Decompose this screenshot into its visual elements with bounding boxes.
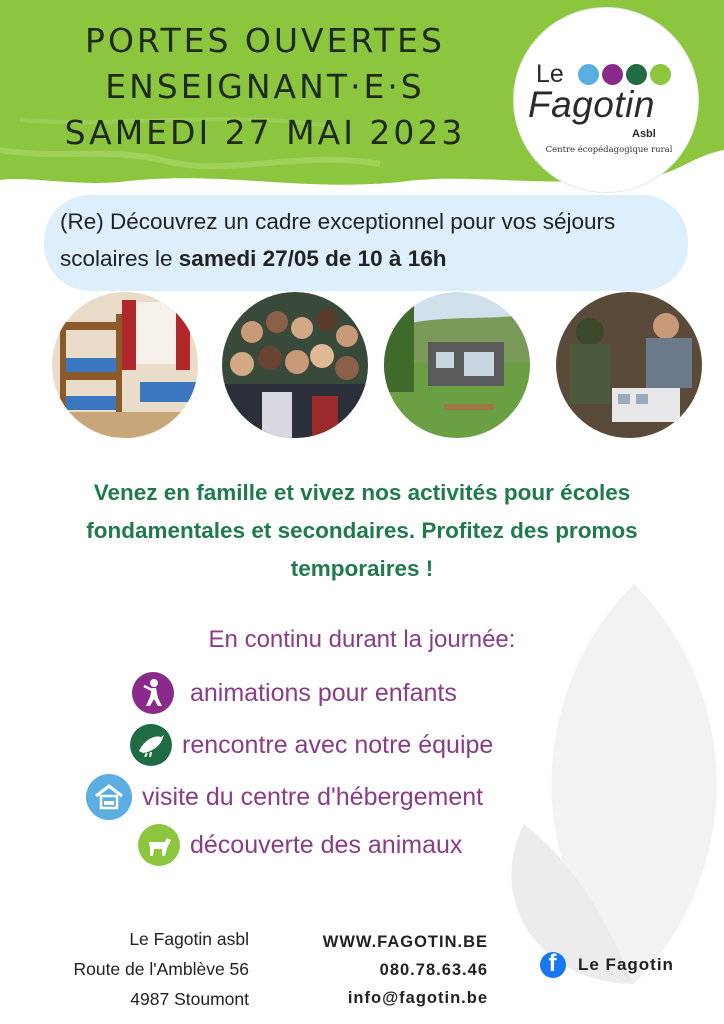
continuous-title: En continu durant la journée: bbox=[208, 626, 516, 653]
facebook-icon: f bbox=[540, 952, 566, 978]
activity-animations bbox=[132, 672, 457, 714]
activity-animaux bbox=[138, 824, 462, 866]
logo-subtitle: Centre écopédagogique rural bbox=[545, 145, 673, 155]
address-line-1: Le Fagotin asbl bbox=[129, 929, 249, 949]
logo-asbl: Asbl bbox=[632, 128, 656, 140]
bunk-bed-room-photo bbox=[52, 292, 198, 438]
activity-label: visite du centre d'hébergement bbox=[142, 782, 484, 811]
nature-activity-photo bbox=[556, 292, 702, 438]
activity-label: rencontre avec notre équipe bbox=[182, 730, 494, 759]
house-icon bbox=[86, 774, 132, 820]
address-block bbox=[73, 924, 249, 1014]
logo-name: Fagotin bbox=[528, 84, 655, 125]
title-line-2: ENSEIGNANT·E·S bbox=[105, 67, 425, 106]
address-line-3: 4987 Stoumont bbox=[130, 989, 249, 1009]
goat-icon bbox=[138, 824, 180, 866]
contact-block bbox=[270, 928, 488, 1012]
title-line-3: SAMEDI 27 MAI 2023 bbox=[64, 113, 466, 152]
bird-icon bbox=[626, 64, 647, 85]
facebook-link[interactable] bbox=[540, 952, 674, 978]
promo-text: Venez en famille et vivez nos activités pour écoles fondamentales et secondaires. Profitez des promos temporaires ! bbox=[86, 480, 638, 581]
fagotin-logo bbox=[514, 8, 698, 192]
group-of-students-photo bbox=[222, 292, 368, 438]
activity-visite bbox=[86, 774, 483, 820]
goat-icon bbox=[650, 64, 671, 85]
logo-icons bbox=[578, 64, 671, 85]
website-link[interactable]: WWW.FAGOTIN.BE bbox=[322, 933, 488, 951]
activity-equipe bbox=[130, 724, 493, 766]
facebook-label: Le Fagotin bbox=[578, 955, 674, 974]
email-link[interactable]: info@fagotin.be bbox=[347, 989, 488, 1007]
building-landscape-photo bbox=[384, 292, 530, 438]
activity-label: animations pour enfants bbox=[190, 678, 457, 707]
bird-icon bbox=[130, 724, 172, 766]
header bbox=[0, 0, 724, 190]
logo-le: Le bbox=[536, 60, 564, 88]
address-line-2: Route de l'Amblève 56 bbox=[73, 959, 249, 979]
intro-banner bbox=[44, 195, 688, 291]
child-icon bbox=[602, 64, 623, 85]
phone-number[interactable]: 080.78.63.46 bbox=[379, 961, 488, 979]
title-line-1: PORTES OUVERTES bbox=[85, 21, 445, 60]
child-icon bbox=[132, 672, 174, 714]
intro-text bbox=[60, 203, 680, 277]
house-icon bbox=[578, 64, 599, 85]
intro-text-regular: (Re) Découvrez un cadre exceptionnel pour vos séjours scolaires le bbox=[60, 209, 616, 271]
event-title bbox=[30, 18, 500, 156]
activity-label: découverte des animaux bbox=[190, 830, 463, 859]
intro-text-bold: samedi 27/05 de 10 à 16h bbox=[178, 246, 447, 271]
